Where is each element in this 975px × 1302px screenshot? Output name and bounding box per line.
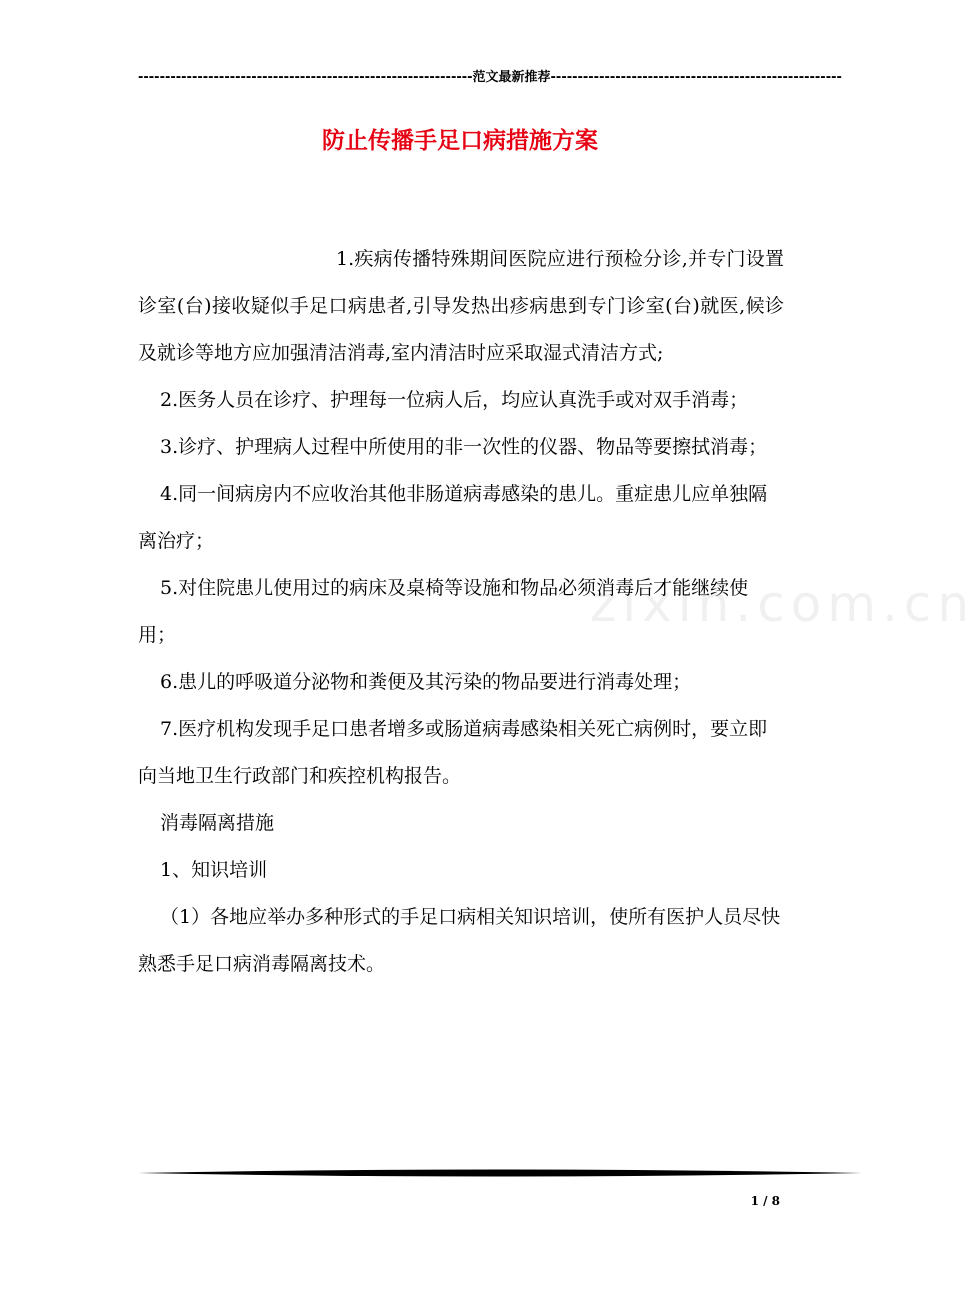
watermark: zixin.com.cn — [590, 575, 975, 633]
paragraph-7: 7.医疗机构发现手足口患者增多或肠道病毒感染相关死亡病例时，要立即向当地卫生行政部门和疾控机构报告。 — [138, 718, 768, 787]
page-header: --------------------------------------------------------------范文最新推荐------------------------------------------------------ — [138, 70, 842, 85]
paragraph-8: （1）各地应举办多种形式的手足口病相关知识培训，使所有医护人员尽快熟悉手足口病消毒隔离技术。 — [138, 906, 781, 975]
subsection-heading: 1、知识培训 — [160, 859, 268, 881]
paragraph-2: 2.医务人员在诊疗、护理每一位病人后，均应认真洗手或对双手消毒； — [160, 389, 749, 411]
section-heading: 消毒隔离措施 — [160, 812, 275, 834]
document-body — [138, 236, 784, 988]
page-number: 1 / 8 — [750, 1194, 780, 1208]
paragraph-1: 1.疾病传播特殊期间医院应进行预检分诊,并专门设置诊室(台)接收疑似手足口病患者,引导发热出疹病患到专门诊室(台)就医,候诊及就诊等地方应加强清洁消毒,室内清洁时应采取湿式清洁方式; — [138, 248, 784, 364]
footer-rule — [138, 1166, 862, 1180]
paragraph-3: 3.诊疗、护理病人过程中所使用的非一次性的仪器、物品等要擦拭消毒； — [160, 436, 768, 458]
paragraph-4: 4.同一间病房内不应收治其他非肠道病毒感染的患儿。重症患儿应单独隔离治疗； — [138, 483, 768, 552]
paragraph-6: 6.患儿的呼吸道分泌物和粪便及其污染的物品要进行消毒处理； — [160, 671, 692, 693]
document-title: 防止传播手足口病措施方案 — [322, 127, 598, 154]
paragraph-5: 5.对住院患儿使用过的病床及桌椅等设施和物品必须消毒后才能继续使用； — [138, 577, 749, 646]
